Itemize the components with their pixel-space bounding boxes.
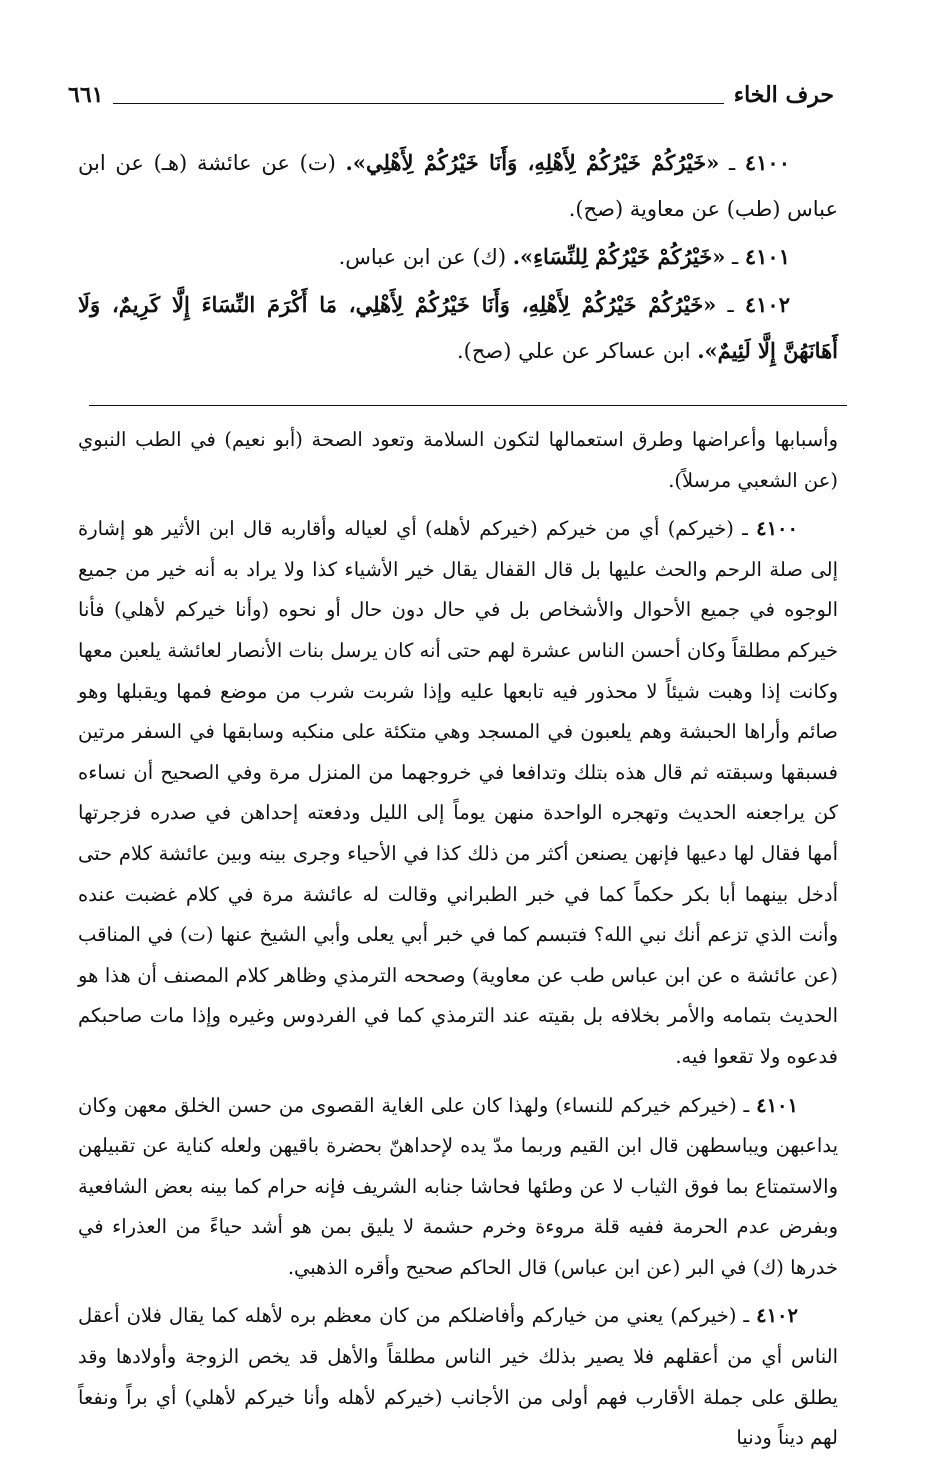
running-title: حرف الخاء [733,82,834,108]
note-text: ـ (خيركم) أي من خيركم (خيركم لأهله) أي لعياله وأقاربه قال ابن الأثير هو إشارة إلى صلة الرحم والحث عليها بل قال القفال يقال خير الأشياء كذا ولا يراد به أنه خير من جميع الوجوه في جميع الأحوال والأشخاص بل في حال دون حال أو نحوه (وأنا خيركم لأهلي) فأنا خيركم مطلقاً وكان أحسن الناس عشرة لهم حتى أنه كان يرسل بنات الأنصار لعائشة يلعبن معها وكانت إذا وهبت شيئاً لا محذور فيه تابعها عليه وإذا شربت شرب من موضع فمها ويقبلها وهو صائم وأراها الحبشة وهم يلعبون في المسجد وهي متكئة على منكبه وسابقها في السفر مرتين فسبقها وسبقته ثم قال هذه بتلك وتدافعا في خروجهما من المنزل مرة وفي الصحيح أن نساءه كن يراجعنه الحديث وتهجره الواحدة منهن يوماً إلى الليل ودفعته إحداهن في صدره فزجرتها أمها فقال لها دعيها فإنهن يصنعن أكثر من ذلك كذا في الأحياء وجرى بينه وبين عائشة كلام حتى أدخل بينهما أبا بكر حكماً كما في خبر الطبراني وقالت له عائشة مرة في كلام غضبت عنده وأنت الذي تزعم أنك نبي الله؟ فتبسم كما في خبر أبي يعلى وأبي الشيخ عنها (ت) في المناقب (عن عائشة ه عن ابن عباس طب عن معاوية) وصححه الترمذي وظاهر كلام المصنف أن هذا هو الحديث بتمامه والأمر بخلافه بل بقيته عند الترمذي كما في الفردوس وغيره وإذا مات صاحبكم فدعوه ولا تقعوا فيه. [78,517,838,1068]
commentary-note-4102 [78,1296,838,1458]
commentary-continuation: وأسبابها وأعراضها وطرق استعمالها لتكون السلامة وتعود الصحة (أبو نعيم) في الطب النبوي (عن الشعبي مرسلاً). [78,428,838,492]
note-text: ـ (خيركم) يعني من خياركم وأفاضلكم من كان معظم بره لأهله كما يقال فلان أعقل الناس أي من أعقلهم فلا يصير بذلك خير الناس مطلقاً والأهل قد يخص الزوجة وأولادها وقد يطلق على جملة الأقارب فهم أولى من الأجانب (خيركم لأهله وأنا خيركم لأهلي) أي براً ونفعاً لهم ديناً ودنيا [78,1304,838,1450]
note-number: ٤١٠٠ [756,517,798,541]
hadith-number: ٤١٠٢ [744,292,790,317]
header-rule [113,103,723,104]
note-number: ٤١٠١ [756,1093,798,1117]
note-number: ٤١٠٢ [756,1304,798,1328]
hadith-4100 [78,140,838,232]
hadith-4101 [78,234,838,280]
page-header [68,70,834,110]
hadith-matn: «خَيْرُكُمْ خَيْرُكُمْ لِلنِّسَاءِ». [512,244,726,269]
commentary-note-4100 [78,509,838,1077]
hadith-texts [78,140,838,376]
section-divider [89,405,847,406]
commentary-section [78,420,838,1467]
hadith-dash: ـ [725,245,745,269]
hadith-number: ٤١٠١ [744,244,790,269]
hadith-matn: «خَيْرُكُمْ خَيْرُكُمْ لِأَهْلِهِ، وَأَنَا خَيْرُكُمْ لِأَهْلِي، مَا أَكْرَمَ النِّسَاءَ إِلَّا كَرِيمٌ، وَلَا أَهَانَهُنَّ إِلَّا لَئِيمٌ». [78,292,838,363]
hadith-dash: ـ [716,293,745,317]
note-text: ـ (خيركم خيركم للنساء) ولهذا كان على الغاية القصوى من حسن الخلق معهن وكان يداعبهن ويباسطهن قال ابن القيم وربما مدّ يده لإحداهنّ بحضرة باقيهن ولعله كناية عن تقبيلهن والاستمتاع بما فوق الثياب لا عن وطئها فحاشا جنابه الشريف فإنه حرام كما بينه بعض الشافعية وبفرض عدم الحرمة ففيه قلة مروءة وخرم حشمة لا يليق بمن هو أشد حياءً من العذراء في خدرها (ك) في البر (عن ابن عباس) قال الحاكم صحيح وأقره الذهبي. [78,1093,838,1279]
hadith-matn: «خَيْرُكُمْ خَيْرُكُمْ لِأَهْلِهِ، وَأَنَا خَيْرُكُمْ لِأَهْلِي». [345,150,720,175]
hadith-source: (ك) عن ابن عباس. [338,245,513,269]
hadith-source: ابن عساكر عن علي (صح). [457,339,698,363]
hadith-number: ٤١٠٠ [744,150,790,175]
page-number: ٦٦١ [68,82,104,108]
commentary-note-4101 [78,1086,838,1289]
hadith-source: (ت) عن عائشة (هـ) عن ابن عباس (طب) عن معاوية (صح). [78,151,838,221]
hadith-dash: ـ [719,151,745,175]
hadith-4102 [78,282,838,374]
